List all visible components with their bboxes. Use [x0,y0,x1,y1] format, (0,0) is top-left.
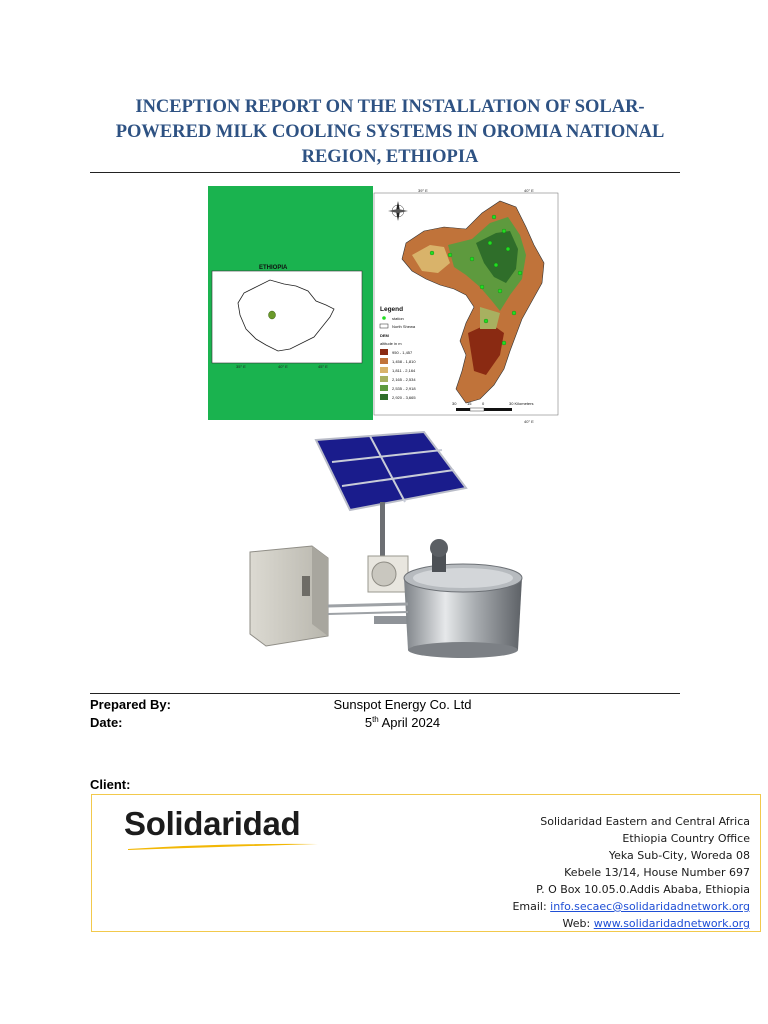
address-line-4: Kebele 13/14, House Number 697 [564,866,750,879]
svg-text:15: 15 [467,401,472,406]
svg-text:1,458 - 1,810: 1,458 - 1,810 [392,359,416,364]
svg-text:950 - 1,457: 950 - 1,457 [392,350,413,355]
prepared-by-row [90,697,680,715]
title-line-3: REGION, ETHIOPIA [301,147,479,167]
svg-text:DEM: DEM [380,333,389,338]
title-line-1: INCEPTION REPORT ON THE INSTALLATION OF SOLAR- [135,97,645,117]
solidaridad-logo [124,805,300,843]
address-line-1: Solidaridad Eastern and Central Africa [540,815,750,828]
solar-panel-array [316,432,466,510]
logo-swoosh-icon [128,841,318,851]
report-meta [90,697,680,733]
meta-divider [90,693,680,694]
svg-text:40° E: 40° E [278,364,288,369]
logo-wordmark: Solidaridad [124,805,301,842]
svg-text:39° E: 39° E [418,188,428,193]
client-address [512,813,750,932]
svg-text:station: station [392,316,404,321]
svg-text:30: 30 [452,401,457,406]
svg-text:30 Kilometers: 30 Kilometers [509,401,534,406]
address-line-3: Yeka Sub-City, Woreda 08 [608,849,750,862]
solar-milk-cooler-image [246,428,536,680]
svg-text:40° E: 40° E [524,419,534,423]
email-line: Email: info.secaec@solidaridadnetwork.org [512,900,750,913]
date-label: Date: [90,715,123,730]
web-link[interactable]: www.solidaridadnetwork.org [593,917,750,930]
control-cabinet [250,546,328,646]
report-title [90,95,690,170]
email-link[interactable]: info.secaec@solidaridadnetwork.org [550,900,750,913]
prepared-by-label: Prepared By: [90,697,171,712]
address-line-5: P. O Box 10.05.0.Addis Ababa, Ethiopia [536,883,750,896]
svg-text:45° E: 45° E [318,364,328,369]
address-line-2: Ethiopia Country Office [622,832,750,845]
inset-label: ETHIOPIA [259,265,288,271]
title-divider [90,172,680,173]
legend-title: Legend [380,306,404,313]
svg-text:altitude in m: altitude in m [380,341,402,346]
svg-text:2,535 - 2,918: 2,535 - 2,918 [392,386,416,391]
svg-text:35° E: 35° E [236,364,246,369]
date-value: 5th April 2024 [364,715,441,730]
svg-text:0: 0 [482,401,485,406]
client-label: Client: [90,777,131,792]
svg-text:1,811 - 2,164: 1,811 - 2,164 [392,368,416,373]
condenser-unit [368,556,408,592]
svg-text:2,920 - 3,665: 2,920 - 3,665 [392,395,416,400]
svg-text:North Shewa: North Shewa [392,324,416,329]
svg-text:40° E: 40° E [524,188,534,193]
svg-text:2,165 - 2,534: 2,165 - 2,534 [392,377,416,382]
prepared-by-value: Sunspot Energy Co. Ltd [333,697,472,712]
title-line-2: POWERED MILK COOLING SYSTEMS IN OROMIA NATIONAL [115,122,665,142]
client-box [91,794,761,932]
web-line: Web: www.solidaridadnetwork.org [562,917,750,930]
study-area-map [204,183,564,423]
study-area-dot [269,311,276,319]
date-row [90,715,680,733]
